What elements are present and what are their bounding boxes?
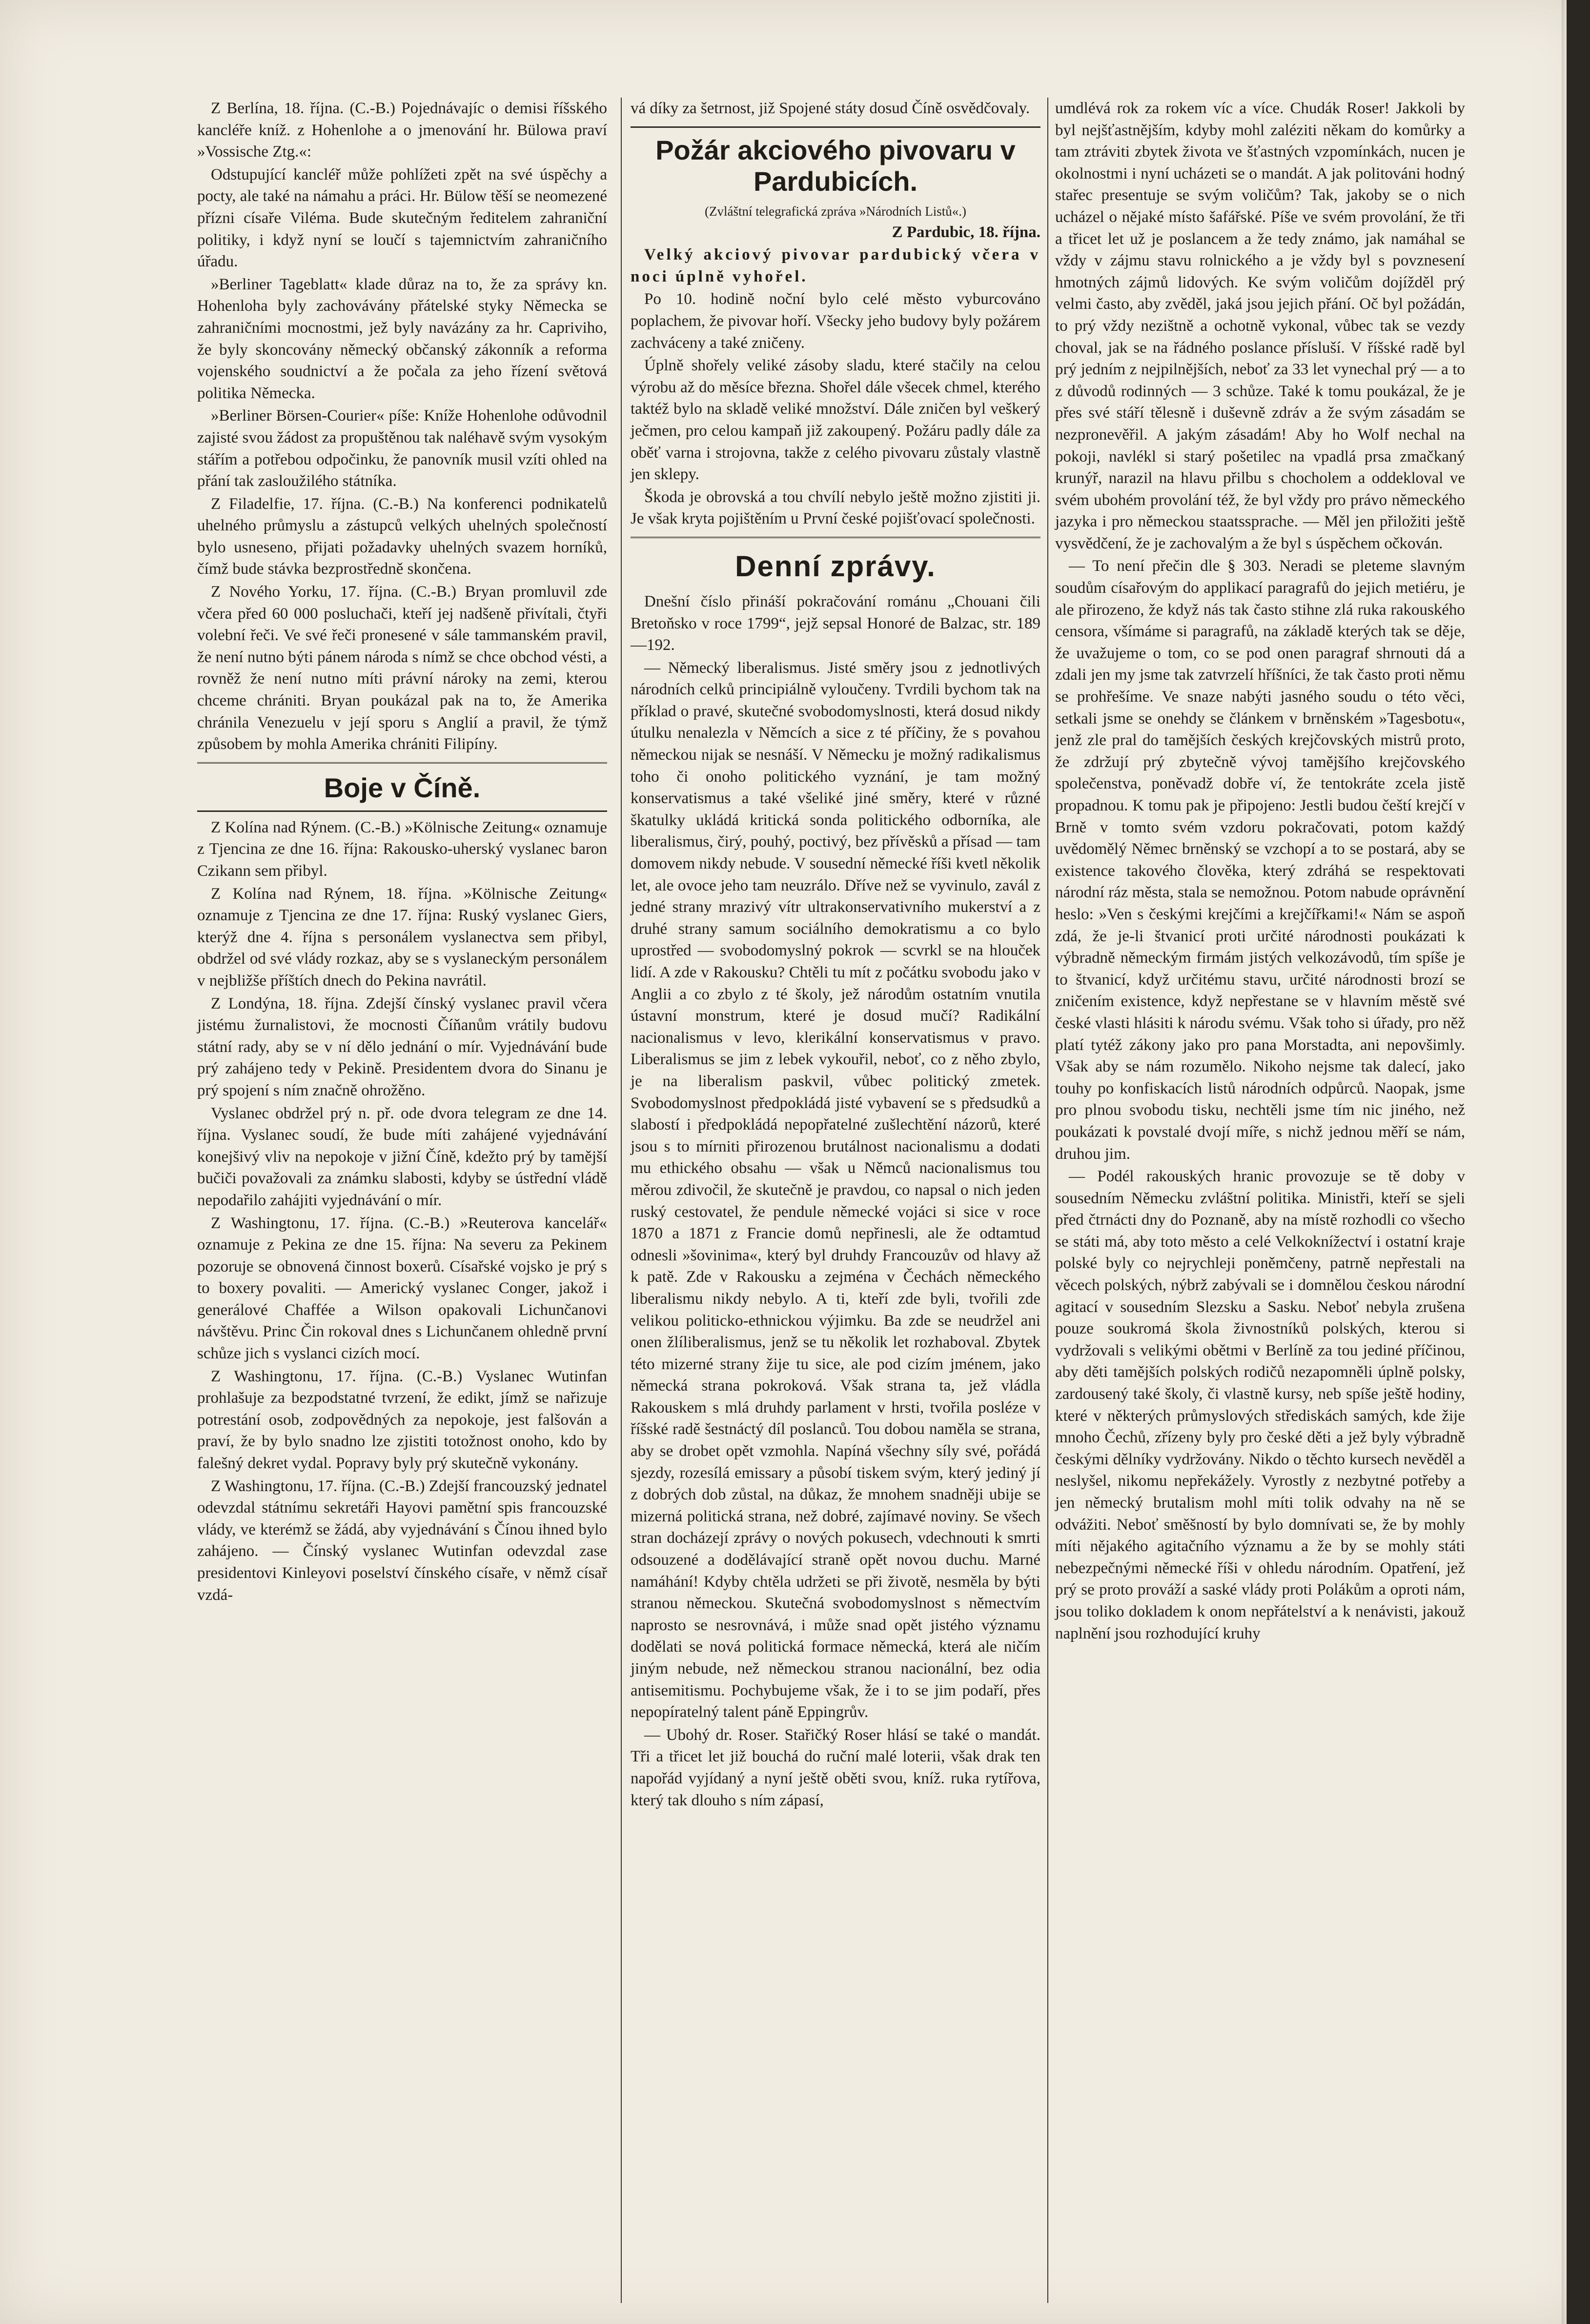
article-koln-2: Z Kolína nad Rýnem, 18. října. »Kölnische Zeitung« oznamuje z Tjencina ze dne 17. října: Ruský vyslanec Giers, kterýž dne 4. října s personálem vyslanectva sem přibyl, obdržel od své vlády rozkaz, aby se s vyslaneckým personálem v nejbližše příštích dnech do Pekina navrátil.: [197, 885, 607, 990]
section-heading-boje-v-cine: Boje v Číně.: [324, 772, 481, 803]
article-new-york: Z Nového Yorku, 17. října. (C.-B.) Bryan promluvil zde včera před 60 000 posluchači, kteří jej nadšeně přivítali, čtyři volební řeči. Ve své řeči pronesené v sále tammanském pravil, že není nutno býti pánem národa s nímž se chce obchod vésti, a rovněž že není nutno míti právní nároky na zemi, kterou chceme chrániti. Bryan poukázal pak na to, že Amerika chránila Venezuelu v její sporu s Anglií a pravil, že týmž způsobem by mohla Amerika chrániti Filipíny.: [197, 583, 607, 753]
article-paragraf-303: — To není přečin dle § 303. Neradi se pleteme slavným soudům císařovým do applikací paragrafů do jejich metiéru, je ale přirozeno, že když nás tak často stihne zlá ruka rakouského censora, všímáme si paragrafů, na základě kterých tak se děje, že uvažujeme o tom, co se pod onen paragraf shrnouti dá a zdali jen my jsme tak zatvrzelí hříšníci, že tak často proti němu se prohřešíme. Ve snaze nabýti jasného soudu o této věci, setkali jsme se onehdy se článkem v brněnském »Tagesbotu«, jenž zle pral do tamějších českých krejčovských mistrů proto, že zdržují prý zbytečně vývoj tamějšího krejčovského společenstva, poněvadž dobře ví, že tentokráte zcela jistě propadnou. K tomu pak je připojeno: Jestli budou čeští krejčí v Brně v tomto svém vzdoru pokračovati, potom každý uvědomělý Němec brněnský se vzchopí a to se postará, aby se existence takového člověka, který zdráhá se respektovati národní ráz města, stala se nemožnou. Potom nabude oprávnění heslo: »Ven s českými krejčími a krejčířkami!« Nám se aspoň zdá, že je-li štvanicí proti určité národnosti poukázati k výbradně německým firmám jistých velkozávodů, tím spíše je to štvanicí, když určitému stavu, určité národnosti brozí se zničením existence, když nepřestane se v hlavním městě své české vlasti hlásiti k národu svému. Však toho si úřady, pro něž platí tytéž zákony jako pro pana Morstadta, ani nepovšimly. Však aby se nám rozumělo. Nikoho nejsme tak dalecí, jako touhy po konfiskacích listů národních odpůrců. Naopak, jsme pro plnou svobodu tisku, nechtěli jsme tím nic jiného, než poukázati k povstalé dvojí míře, s nichž jednou měří se nám, druhou jim.: [1055, 557, 1465, 1163]
article-washington-3: Z Washingtonu, 17. října. (C.-B.) Zdejší francouzský jednatel odevzdal státnímu sekretáři Hayovi pamětní spis francouzské vlády, ve kterémž se žádá, aby vyjednávání s Čínou ihned bylo zahájeno. — Čínský vyslanec Wutinfan odevzdal zase presidentovi Kinleyovi poselství čínského císaře, v němž císař vzdá-: [197, 1477, 607, 1604]
article-berlin-boersen-courier: »Berliner Börsen-Courier« píše: Kníže Hohenlohe odůvodnil zajisté svou žádost za propuštěnou tak naléhavě svým vysokým stářím a potřebou odpočinku, že panovník musil vzíti ohled na přání tak zasloužilého státníka.: [197, 407, 607, 490]
article-washington-2: Z Washingtonu, 17. října. (C.-B.) Vyslanec Wutinfan prohlašuje za bezpodstatné tvrzení, že edikt, jímž se nařizuje potrestání osob, zodpovědných za nepokoje, jest falšován a praví, že by bylo snadno lze zjistiti totožnost onoho, kdo by falešný dekret vydal. Popravy byly prý skutečně vykonány.: [197, 1367, 607, 1473]
article-berlin-demise: Z Berlína, 18. října. (C.-B.) Pojednávajíc o demisi říšského kancléře kníž. z Hohenlohe a o jmenování hr. Bülowa praví »Vossische Ztg.«:: [197, 100, 607, 161]
article-roser: — Ubohý dr. Roser. Stařičký Roser hlásí se také o mandát. Tři a třicet let již bouchá do ruční malé loterii, však drak ten napořád vyjídaný a nyní ještě oběti svou, kníž. ruka rytířova, který tak dlouho s ním zápasí,: [631, 1726, 1040, 1809]
column-1: [197, 98, 607, 1606]
page-dark-edge: [1567, 0, 1590, 2324]
article-berlin-tageblatt: »Berliner Tageblatt« klade důraz na to, že za správy kn. Hohenloha byly zachovávány přátelské styky Německa se zahraničními mocnostmi, jež byly navázány za hr. Capriviho, že byly skoncovány německý občanský zákonník a reforma vojenského soudnictví a že počala za jeho řízení světová politika Německa.: [197, 275, 607, 402]
page-fold-shadow: [1562, 0, 1567, 2324]
article-pozar-2: Úplně shořely veliké zásoby sladu, které stačily na celou výrobu až do měsíce března. Shořel dále všecek chmel, kterého taktéž bylo na skladě veliké množství. Dále zničen byl veškerý ječmen, pro celou kampaň již zakoupený. Požáru padly dále za oběť varna i strojovna, takže z celého pivovaru zůstaly vlastně jen sklepy.: [631, 357, 1040, 484]
article-pozar-1: Po 10. hodině noční bylo celé město vyburcováno poplachem, že pivovar hoří. Všecky jeho budovy byly požárem zachváceny a také zničeny.: [631, 290, 1040, 352]
telegram-note: (Zvláštní telegrafická zpráva »Národních Listů«.): [704, 203, 967, 219]
section-heading-denni-zpravy: Denní zprávy.: [735, 549, 936, 583]
article-rakouske-hranice: — Podél rakouských hranic provozuje se tě doby v sousedním Německu zvláštní politika. Ministři, kteří se sjeli před čtrnácti dny do Poznaně, aby na místě rozhodli co všecho se státi má, aby toto město a celé Velkoknížectví i ostatní kraje polské byly co nejrychleji poněmčeny, patrně nepřestali na věcech polských, nýbrž zabývali se i domnělou českou národní agitací v sousedním Slezsku a Sasku. Neboť nebyla zrušena pouze soukromá škola živnostníků polských, kterou si vydržovali s velikými obětmi v Berlíně za tou jediné příčinou, aby děti tamějších polských rodičů nezapomněli úplně polsky, zardousený také školy, či vlastně kursy, neb spíše ještě hodiny, které v některých průmyslových střediskách samých, kde žije mnoho Čechů, zřízeny byly pro české děti a jež byly výbradně českými dělníky vydržovány. Nikdo o těchto kursech nevěděl a neslyšel, nikomu nepřekážely. Vyrostly z nezbytné potřeby a jen německý brutalism mohl míti tolik odvahy na ně se odvážiti. Neboť směšností by bylo domnívati se, že by mohly míti nějakého agitačního významu a že by se mohly státi nebezpečnými německé říši v ohledu národním. Opatření, jež prý se proto prováží a saské vlády proti Polákům a oproti nám, jsou toliko dokladem k onom nepřátelství a k nenávisti, jakouž naplnění jsou rozhodující kruhy: [1055, 1168, 1465, 1642]
article-nemecky-liberalismus: — Německý liberalismus. Jisté směry jsou z jednotlivých národních celků principiálně vyloučeny. Tvrdili bychom tak na příklad o pravé, skutečné svobodomyslnosti, která dosud nikdy útulku nenalezla v Němcích a sice z té příčiny, že s povahou německou nijak se nesnáší. V Německu je možný radikalismus toho či onoho politického vyznání, je tam možný konservatismus a také všeliké jiné směry, které v různé škatulky ukládá kritická sonda politického odborníka, ale liberalismus, čirý, pouhý, poctivý, bez přívěsků a přísad — tam domovem nikdy nebude. V sousední německé říši kvetl několik let, ale ovoce jeho tam neuzrálo. Dříve než se vyvinulo, zavál z jedné strany mrazivý vítr ultrakonservativního mukerství a z druhé strany samum sociálního demokratismu a co bylo uprostřed — svobodomyslný pokrok — scvrkl se na hlouček lidí. A zde v Rakousku? Chtěli tu mít z počátku svobodu jako v Anglii a co zbylo z té školy, jež národům ostatním vnutila ústavní monstrum, které je dosud mučí? Radikální nacionalismus v levo, klerikální konservatismus v pravo. Liberalismus se jim z lebek vykouřil, neboť, co z něho zbylo, je na liberalism paskvil, vůbec politický zmetek. Svobodomyslnost předpokládá jisté vybavení se s předsudků a slabostí i předpokládá nepopřatelné zušlechtění názorů, které jsou s to mírniti přirozenou brutálnost nacionalismu a dodati mu ethického obsahu — však u Němců nacionalismus tou měrou zdivočil, že skutečně je pravdou, co napsal o nich jeden ruský cestovatel, že pendule německé vojáci si sice v roce 1870 a 1871 z Francie domů nepřinesli, ale že odtamtud odnesli »šovinima«, který byl druhdy Francouzův od hlavy až k patě. Zde v Rakousku a zejména v Čechách německého liberalismu nikdy nebylo. A ti, kteří zde byli, tvořili zde velikou politicko-ethnickou výjimku. Ba zde se neudržel ani onen žlíliberalismus, jenž se tu několik let rozhaboval. Zbytek této mizerné strany žije tu sice, ale pod cizím jménem, jako německá strana pokroková. Však strana ta, jež vládla Rakouskem s mlá druhdy parlament v hrsti, tvořila posléze v říšské radě šestnáctý díl poslanců. Tou dobou naměla se strana, aby se drobet opět vzmohla. Napíná všechny síly své, pořádá sjezdy, rozesílá emissary a působí tiskem svým, který jediný jí z dobrých dob zůstal, na důkaz, že mnohem snadněji ubije se mizerná politická strana, než dobré, zajímavé noviny. Se všech stran docházejí zprávy o nových pokusech, vdechnouti k smrti odsouzené a dodělávající straně opět novou duchu. Marné namáhání! Kdyby chtěla udržeti se při životě, nesměla by býti stranou německou. Skutečná svobodomyslnost s němectvím naprosto se nesrovnává, i může snad opět jistého významu dodělati se nová politická formace německá, která ale ničím jiným nebude, než německou stranou nacionální, bez odia antisemitismu. Pochybujeme však, že i to se jim podaří, přes nepopíratelný talent páně Eppingrův.: [631, 659, 1040, 1721]
column-3: [1055, 98, 1465, 1644]
section-divider: [631, 126, 1040, 128]
section-divider: [197, 762, 607, 766]
article-roman-notice: Dnešní číslo přináší pokračování románu „Chouani čili Bretoňsko v roce 1799“, jejž sepsal Honoré de Balzac, str. 189—192.: [631, 592, 1040, 654]
article-washington-1: Z Washingtonu, 17. října. (C.-B.) »Reuterova kancelář« oznamuje z Pekina ze dne 15. října: Na severu za Pekinem pozoruje se obnovená činnost boxerů. Císařské vojsko je prý s to boxery povaliti. — Americký vyslanec Conger, jakož i generálové Chaffée a Wilson opakovali Lichunčanovi návštěvu. Princ Čin rokoval dnes s Lichunčanem ohledně první schůze jich s vyslanci cizích mocí.: [197, 1214, 607, 1363]
headline-pozar-pivovaru: Požár akciového pivovaru v Pardubicích.: [655, 134, 1016, 197]
article-filadelfie: Z Filadelfie, 17. října. (C.-B.) Na konferenci podnikatelů uhelného průmyslu a zástupců velkých uhelných společností bylo usneseno, přijati požadavky uhelných svazem horníků, čímž bude stávka bezprostředně skončena.: [197, 495, 607, 578]
article-washington-3-cont: vá díky za šetrnost, již Spojené státy dosud Číně osvědčovaly.: [631, 100, 1030, 117]
article-roser-cont: umdlévá rok za rokem víc a více. Chudák Roser! Jakkoli by byl nejšťastnějším, kdyby mohl zaléziti někam do komůrky a tam ztráviti zbytek života ve šťastných vzpomínkách, nucen je okolnostmi i nyní ucházeti se o mandát. A jak politováni hodný stařec presentuje se svým voličům? Tak, jakoby se o nich ucházel o nějaké místo šafářské. Píše ve svém provolání, že tři a třicet let už je poslancem a že tedy známo, jak namáhal se vždy v zájmu stavu rolnického a je vždy byl s povznesení hmotných zájmů lidových. Ke svým voličům dojížděl prý velmi často, aby zvěděl, jaká jsou jejich přání. Oč byl požádán, to prý vždy nezištně a ochotně vykonal, vůbec tak se vezdy choval, jak se na řádného poslance přísluší. V říšské radě byl prý jedním z nejpilnějších, neboť za 33 let vynechal prý — a to z důvodů rodinných — 3 schůze. Také k tomu poukázal, že je přes své stáří tělesně i duševně zdráv a že svým zásadám se nezpronevěřil. A jakým zásadám! Aby ho Wolf nechal na pokoji, navlékl si starý pošetilec na vpadlá prsa zmačkaný krunýř, narazil na hlavu přilbu s chocholem a oddekloval ve svém ubohém provolání též, že byl vždy pro právo německého jazyka i pro německou staatssprache. — Měl jen přiložiti ještě vysvědčení, že je zachovalým a že byl s úspěchem očkován.: [1055, 100, 1465, 552]
column-rule-left: [621, 98, 622, 2303]
heading-underline: [197, 810, 607, 812]
article-london-cont: Vyslanec obdržel prý n. př. ode dvora telegram ze dne 14. října. Vyslanec soudí, že bude míti zahájené vyjednávání konejšivý vliv na nepokoje v jižní Číně, kdežto prý by tamější bučiči považovali za známku slabosti, kdyby se ústřední vládě nepodařilo zahájiti vyjednávání o mír.: [197, 1104, 607, 1209]
article-berlin-vossische: Odstupující kancléř může pohlížeti zpět na své úspěchy a pocty, ale také na námahu a práci. Hr. Bülow těší se neomezené přízni císaře Viléma. Bude skutečným ředitelem zahraniční politiky, i když nyní se loučí s tajemnictvím zahraničního úřadu.: [197, 165, 607, 271]
article-pozar-lead: Velký akciový pivovar pardubický včera v noci úplně vyhořel.: [631, 246, 1040, 285]
article-london: Z Londýna, 18. října. Zdejší čínský vyslanec pravil včera jistému žurnalistovi, že mocnosti Číňanům vrátily budovu státní rady, aby se v ní dělo jednání o mír. Vyjednávání bude prý zahájeno tedy v Pekině. Presidentem dvora do Sinanu je prý spojení s ním značně ohrožěno.: [197, 994, 607, 1099]
article-koln-1: Z Kolína nad Rýnem. (C.-B.) »Kölnische Zeitung« oznamuje z Tjencina ze dne 16. října: Rakousko-uherský vyslanec baron Czikann sem přibyl.: [197, 818, 607, 880]
section-divider: [631, 537, 1040, 540]
dateline-pardubice: Z Pardubic, 18. října.: [892, 223, 1040, 241]
column-rule-right: [1047, 98, 1048, 2303]
column-2: [631, 98, 1040, 1811]
article-pozar-3: Škoda je obrovská a tou chvílí nebylo ještě možno zjistiti ji. Je však kryta pojištěním u První české pojišťovací společnosti.: [631, 488, 1040, 528]
